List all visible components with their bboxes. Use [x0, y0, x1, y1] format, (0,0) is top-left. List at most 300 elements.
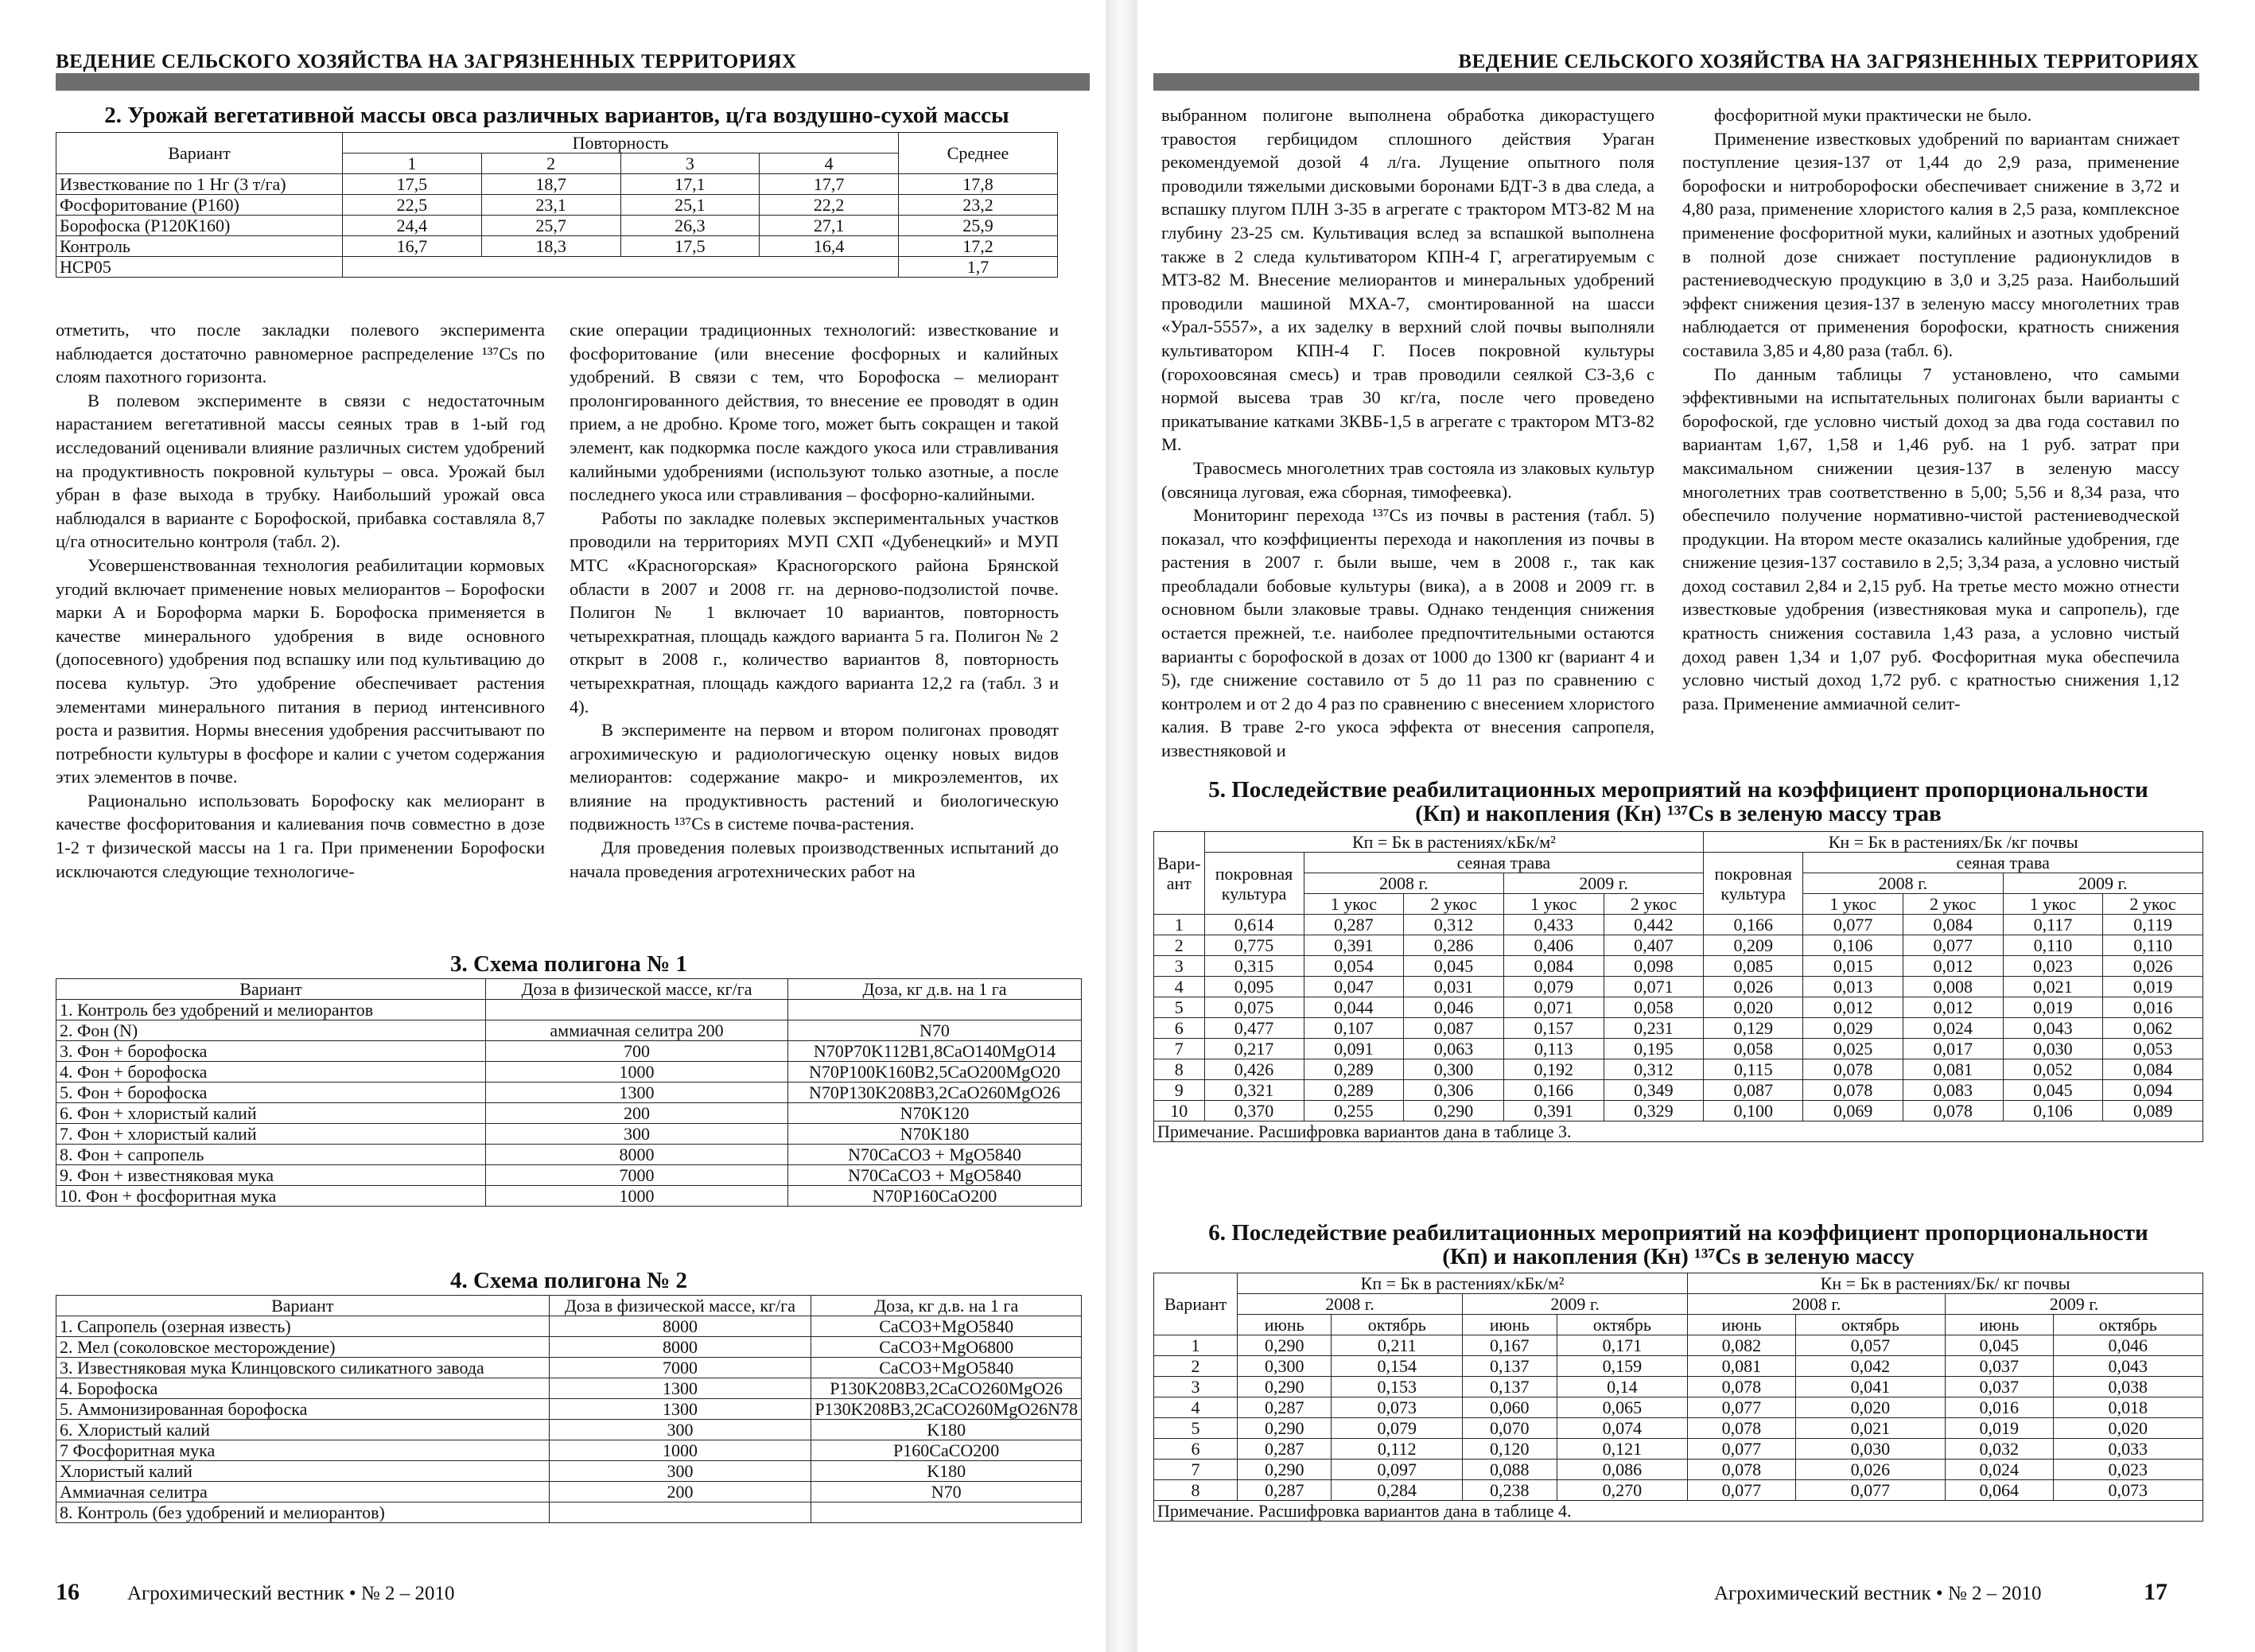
- table4-header: Вариант: [56, 1296, 550, 1316]
- table5-cell: 3: [1154, 956, 1205, 977]
- table3-cell: 8000: [486, 1145, 788, 1165]
- table4-cell: 2. Мел (соколовское месторождение): [56, 1337, 550, 1358]
- table2-header-rep: 4: [760, 154, 899, 174]
- table2-header-rep: 3: [620, 154, 760, 174]
- table3-cell: 4. Фон + борофоска: [56, 1062, 486, 1083]
- table6-header-kp: Кп = Бк в растениях/кБк/м²: [1238, 1273, 1688, 1294]
- left-page: [0, 0, 1106, 1652]
- table6-cell: 0,073: [2053, 1480, 2203, 1501]
- table-row: [56, 1420, 1082, 1440]
- table-row: [56, 1482, 1082, 1502]
- table5-header-variant: Вари-ант: [1154, 832, 1205, 915]
- table5-cell: 0,016: [2103, 997, 2203, 1018]
- table3-header: Доза в физической массе, кг/га: [486, 979, 788, 1000]
- table6-cell: 0,078: [1688, 1460, 1795, 1480]
- table6-cell: 5: [1154, 1418, 1238, 1439]
- table6-cell: 0,046: [2053, 1335, 2203, 1356]
- journal-footer-right: Агрохимический вестник • № 2 – 2010: [1714, 1583, 2042, 1604]
- table2-title: 2. Урожай вегетативной массы овса различных вариантов, ц/га воздушно-сухой массы: [104, 103, 1009, 128]
- table3-cell: 1. Контроль без удобрений и мелиорантов: [56, 1000, 486, 1020]
- table5-cell: 0,089: [2103, 1101, 2203, 1121]
- table-row: [56, 1186, 1082, 1207]
- table4-cell: [549, 1502, 811, 1523]
- table4: [56, 1295, 1082, 1523]
- table4-cell: Аммиачная селитра: [56, 1482, 550, 1502]
- table3-cell: 6. Фон + хлористый калий: [56, 1103, 486, 1124]
- table4-cell: P130K208B3,2CaCO260MgO26: [811, 1378, 1082, 1399]
- table-row: [1154, 1377, 2203, 1397]
- right-text-column-2: [1682, 103, 2179, 715]
- table-row: [1154, 977, 2203, 997]
- table6-cell: 0,023: [2053, 1460, 2203, 1480]
- table5-cell: 0,019: [2003, 997, 2103, 1018]
- table2-cell: 27,1: [760, 216, 899, 236]
- table2-cell: 25,9: [899, 216, 1058, 236]
- table5-cell: 0,012: [1903, 956, 2003, 977]
- table-row: [1154, 1039, 2203, 1059]
- table5-cell: 0,442: [1604, 915, 1704, 935]
- table6-cell: 1: [1154, 1335, 1238, 1356]
- table6-cell: 0,167: [1463, 1335, 1557, 1356]
- table2-variant-cell: Известкование по 1 Нг (3 т/га): [56, 174, 343, 195]
- table6-cell: 0,074: [1557, 1418, 1688, 1439]
- table-row: [56, 1358, 1082, 1378]
- table5-cell: 0,614: [1204, 915, 1304, 935]
- table5-title-line1: 5. Последействие реабилитационных мероприятий на коэффициент пропорциональности: [1208, 777, 2148, 803]
- table4-cell: 8000: [549, 1337, 811, 1358]
- table6-cell: 0,112: [1332, 1439, 1463, 1460]
- table5: [1153, 831, 2203, 1142]
- table2-cell: 17,2: [899, 236, 1058, 257]
- table6-cell: 0,290: [1238, 1335, 1332, 1356]
- table5-cell: 0,026: [2103, 956, 2203, 977]
- table6-cell: 0,045: [1946, 1335, 2053, 1356]
- table-row: [1154, 1018, 2203, 1039]
- table5-cell: 0,083: [1903, 1080, 2003, 1101]
- table5-header-cut: 1 укос: [1803, 894, 1903, 915]
- table5-cell: 0,078: [1903, 1101, 2003, 1121]
- table-row: [1154, 935, 2203, 956]
- table5-cell: 0,026: [1704, 977, 1803, 997]
- table3-cell: аммиачная селитра 200: [486, 1020, 788, 1041]
- table5-title-line2: (Кп) и накопления (Кн) ¹³⁷Cs в зеленую массу трав: [1415, 801, 1942, 826]
- table5-header-sown: сеяная трава: [1304, 853, 1704, 873]
- table6-cell: 0,033: [2053, 1439, 2203, 1460]
- table4-cell: 7000: [549, 1358, 811, 1378]
- table6-cell: 0,078: [1688, 1377, 1795, 1397]
- table5-cell: 0,023: [2003, 956, 2103, 977]
- table5-cell: 0,166: [1704, 915, 1803, 935]
- table5-cell: 0,098: [1604, 956, 1704, 977]
- table5-cell: 0,029: [1803, 1018, 1903, 1039]
- table5-cell: 0,100: [1704, 1101, 1803, 1121]
- table6-note: Примечание. Расшифровка вариантов дана в таблице 4.: [1154, 1501, 2203, 1522]
- table5-cell: 0,195: [1604, 1039, 1704, 1059]
- table5-cell: 0,217: [1204, 1039, 1304, 1059]
- table-row: [56, 1124, 1082, 1145]
- table4-cell: CaCO3+MgO5840: [811, 1358, 1082, 1378]
- table5-cell: 0,013: [1803, 977, 1903, 997]
- table3-cell: 5. Фон + борофоска: [56, 1083, 486, 1103]
- table6-header-year: 2009 г.: [1946, 1294, 2203, 1315]
- table5-cell: 0,255: [1304, 1101, 1404, 1121]
- table-row: [1154, 1080, 2203, 1101]
- table6-cell: 0,159: [1557, 1356, 1688, 1377]
- table-row: [56, 1440, 1082, 1461]
- table6-cell: 0,171: [1557, 1335, 1688, 1356]
- table2-cell: 17,5: [620, 236, 760, 257]
- table6-cell: 0,060: [1463, 1397, 1557, 1418]
- table5-cell: 0,019: [2103, 977, 2203, 997]
- table-row: [56, 1083, 1082, 1103]
- table6-cell: 0,211: [1332, 1335, 1463, 1356]
- table2-cell: 22,2: [760, 195, 899, 216]
- paragraph: Рационально использовать Борофоску как мелиорант в качестве фосфоритования и калиевания почв совместно в дозе 1-2 т физической массы на 1 га. При применении Борофоски исключаются следующие технологиче-: [56, 790, 545, 881]
- book-gutter: [1106, 0, 1137, 1652]
- table-row: [1154, 956, 2203, 977]
- paragraph: Для проведения полевых производственных испытаний до начала проведения агротехнических работ на: [570, 838, 1059, 881]
- table5-cell: 0,306: [1404, 1080, 1504, 1101]
- table-row: [56, 1337, 1082, 1358]
- table3-cell: 1000: [486, 1062, 788, 1083]
- table6-cell: 0,042: [1795, 1356, 1945, 1377]
- paragraph: В эксперименте на первом и втором полигонах проводят агрохимическую и радиологическую оценку новых видов мелиорантов: содержание макро- и микроэлементов, их влияние на продуктивность растений и биологическую подвижность ¹³⁷Cs в системе почва-растения.: [570, 720, 1059, 834]
- table3-cell: 8. Фон + сапропель: [56, 1145, 486, 1165]
- table4-cell: 8. Контроль (без удобрений и мелиорантов): [56, 1502, 550, 1523]
- table6-cell: 0,287: [1238, 1480, 1332, 1501]
- table4-cell: CaCO3+MgO5840: [811, 1316, 1082, 1337]
- table5-cell: 0,312: [1404, 915, 1504, 935]
- paragraph: ские операции традиционных технологий: известкование и фосфоритование (или внесение фосфорных и калийных удобрений. В связи с тем, что Борофоска – мелиорант пролонгированного действия, то внесение ее проводят в один прием, а не дробно. Кроме того, может быть сокращен и такой элемент, как подкормка после каждого укоса или стравливания калийными удобрениями (используют только азотные, а после последнего укоса или стравливания – фосфорно-калийными.: [570, 320, 1059, 505]
- table6-cell: 0,137: [1463, 1377, 1557, 1397]
- paragraph: Работы по закладке полевых экспериментальных участков проводили на территориях МУП СХП «Дубенецкий» и МУП МТС «Красногорская» Красногорского района Брянской области в 2007 и 2008 гг. на дерново-подзолистой почве. Полигон № 1 включает 10 вариантов, повторность четырехкратная, площадь каждого варианта 5 га. Полигон № 2 открыт в 2008 г., количество вариантов 8, повторность четырехкратная, площадь каждого варианта 12,2 га (табл. 3 и 4).: [570, 507, 1059, 717]
- table2-variant-cell: Фосфоритование (Р160): [56, 195, 343, 216]
- table6-cell: 0,238: [1463, 1480, 1557, 1501]
- table5-cell: 0,015: [1803, 956, 1903, 977]
- table4-cell: K180: [811, 1420, 1082, 1440]
- table3-cell: 7000: [486, 1165, 788, 1186]
- table3-cell: 1300: [486, 1083, 788, 1103]
- journal-footer-left: Агрохимический вестник • № 2 – 2010: [127, 1583, 455, 1604]
- table5-cell: 0,477: [1204, 1018, 1304, 1039]
- table6-cell: 0,020: [2053, 1418, 2203, 1439]
- table-row: [56, 1020, 1082, 1041]
- table5-cell: 0,075: [1204, 997, 1304, 1018]
- table4-cell: 300: [549, 1461, 811, 1482]
- table3-cell: N70CaCO3 + MgO5840: [788, 1145, 1082, 1165]
- table6-header-month: июнь: [1463, 1315, 1557, 1335]
- table6-cell: 0,097: [1332, 1460, 1463, 1480]
- table-row: [1154, 1439, 2203, 1460]
- table3-header: Доза, кг д.в. на 1 га: [788, 979, 1082, 1000]
- table4-title: 4. Схема полигона № 2: [449, 1268, 687, 1293]
- table4-cell: 7 Фосфоритная мука: [56, 1440, 550, 1461]
- paragraph: По данным таблицы 7 установлено, что самыми эффективными на испытательных полигонах были варианты с борофоской, где условно чистый доход за два года составил по вариантам 1,67, 1,58 и 1,46 руб. на 1 руб. затрат при максимальном снижении цезия-137 в зеленую массу многолетних трав соответственно в 5,00; 5,56 и 8,34 раза, что обеспечило получение нормативно-чистой растениеводческой продукции. На втором месте оказались калийные удобрения, где снижение цезия-137 составило в 2,5; 3,34 раза, а условно чистый доход составил 2,84 и 2,15 руб. На третье место можно отнести известковые удобрения (известняковая мука и сапропель), где кратность снижения составила 1,43 раза, а условно чистый доход равен 1,34 и 1,07 руб. Фосфоритная мука обеспечила условно чистый доход 1,72 руб. с кратностью снижения 1,12 раза. Применение аммиачной селит-: [1682, 363, 2179, 713]
- table2-cell: 22,5: [343, 195, 482, 216]
- table5-cell: 0,426: [1204, 1059, 1304, 1080]
- table5-cell: 0,110: [2103, 935, 2203, 956]
- table5-cell: 0,084: [1503, 956, 1604, 977]
- table5-header-cut: 2 укос: [2103, 894, 2203, 915]
- table2-cell: 17,1: [620, 174, 760, 195]
- table5-cell: 0,085: [1704, 956, 1803, 977]
- table6-cell: 0,079: [1332, 1418, 1463, 1439]
- table-row: [1154, 1397, 2203, 1418]
- paragraph: Применение известковых удобрений по вариантам снижает поступление цезия-137 от 1,44 до 2,9 раза, применение борофоски и нитроборофоски обеспечивает снижение в 3,72 и 4,80 раза, применение хлористого калия в 2,5 раза, комплексное применение фосфоритной муки, калийных и азотных удобрений в полной дозе снижает поступление радионуклидов в растениеводческую продукцию в 3,0 и 3,25 раза. Наибольший эффект снижения цезия-137 в зеленую массу многолетних трав наблюдается от применения борофоски, кратность снижения составила 3,85 и 4,80 раза (табл. 6).: [1682, 128, 2179, 360]
- table4-header: Доза, кг д.в. на 1 га: [811, 1296, 1082, 1316]
- table5-cell: 0,166: [1503, 1080, 1604, 1101]
- table5-cell: 0,407: [1604, 935, 1704, 956]
- table5-header-cover: покровная культура: [1704, 853, 1803, 915]
- table6-header-year: 2008 г.: [1238, 1294, 1463, 1315]
- table-row: [1154, 1059, 2203, 1080]
- table-row: [56, 1461, 1082, 1482]
- table6-cell: 0,121: [1557, 1439, 1688, 1460]
- table2-hcp-label: НСР05: [56, 257, 343, 278]
- table5-cell: 0,017: [1903, 1039, 2003, 1059]
- table4-cell: P160CaCO200: [811, 1440, 1082, 1461]
- table-row: [56, 1378, 1082, 1399]
- table4-cell: P130K208B3,2CaCO260MgO26N78: [811, 1399, 1082, 1420]
- table4-cell: 200: [549, 1482, 811, 1502]
- table5-cell: 4: [1154, 977, 1205, 997]
- table5-header-year: 2009 г.: [2003, 873, 2203, 894]
- table5-cell: 6: [1154, 1018, 1205, 1039]
- table4-header: Доза в физической массе, кг/га: [549, 1296, 811, 1316]
- table6-header-month: октябрь: [1557, 1315, 1688, 1335]
- table4-cell: 1. Сапропель (озерная известь): [56, 1316, 550, 1337]
- table6-cell: 3: [1154, 1377, 1238, 1397]
- table5-cell: 0,077: [1903, 935, 2003, 956]
- table3-cell: 9. Фон + известняковая мука: [56, 1165, 486, 1186]
- table3-cell: N70P160CaO200: [788, 1186, 1082, 1207]
- table5-cell: 0,081: [1903, 1059, 2003, 1080]
- right-page: [1137, 0, 2255, 1652]
- table5-cell: 0,406: [1503, 935, 1604, 956]
- table5-cell: 0,087: [1704, 1080, 1803, 1101]
- table2-cell: 23,2: [899, 195, 1058, 216]
- table5-cell: 0,290: [1404, 1101, 1504, 1121]
- table5-cell: 0,045: [1404, 956, 1504, 977]
- table3-cell: N70K180: [788, 1124, 1082, 1145]
- table6-cell: 0,284: [1332, 1480, 1463, 1501]
- table6-cell: 0,287: [1238, 1397, 1332, 1418]
- paragraph: отметить, что после закладки полевого эксперимента наблюдается достаточно равномерное распределение ¹³⁷Cs по слоям пахотного горизонта.: [56, 320, 545, 387]
- table5-cell: 0,091: [1304, 1039, 1404, 1059]
- table5-header-year: 2008 г.: [1803, 873, 2003, 894]
- table3-cell: N70P100K160B2,5CaO200MgO20: [788, 1062, 1082, 1083]
- table6-cell: 0,088: [1463, 1460, 1557, 1480]
- table3-cell: N70CaCO3 + MgO5840: [788, 1165, 1082, 1186]
- table5-header-kn: Кн = Бк в растениях/Бк /кг почвы: [1704, 832, 2203, 853]
- table3-cell: 10. Фон + фосфоритная мука: [56, 1186, 486, 1207]
- table-row: [1154, 1460, 2203, 1480]
- table5-cell: 0,021: [2003, 977, 2103, 997]
- table3-cell: N70: [788, 1020, 1082, 1041]
- table6-cell: 0,077: [1688, 1439, 1795, 1460]
- table5-cell: 0,069: [1803, 1101, 1903, 1121]
- table5-cell: 0,012: [1803, 997, 1903, 1018]
- table5-cell: 0,031: [1404, 977, 1504, 997]
- table-row: [56, 1103, 1082, 1124]
- table3-cell: 3. Фон + борофоска: [56, 1041, 486, 1062]
- table5-cell: 0,157: [1503, 1018, 1604, 1039]
- table3-title: 3. Схема полигона № 1: [449, 951, 687, 977]
- table6-cell: 0,038: [2053, 1377, 2203, 1397]
- table6-cell: 0,290: [1238, 1418, 1332, 1439]
- table4-cell: N70: [811, 1482, 1082, 1502]
- table2-header-repeat: Повторность: [343, 133, 899, 154]
- table2-cell: 18,3: [481, 236, 620, 257]
- table5-note: Примечание. Расшифровка вариантов дана в таблице 3.: [1154, 1121, 2203, 1142]
- table5-cell: 0,078: [1803, 1080, 1903, 1101]
- table5-cell: 0,119: [2103, 915, 2203, 935]
- table6-cell: 0,016: [1946, 1397, 2053, 1418]
- running-head-left: ВЕДЕНИЕ СЕЛЬСКОГО ХОЗЯЙСТВА НА ЗАГРЯЗНЕННЫХ ТЕРРИТОРИЯХ: [56, 51, 797, 72]
- table5-cell: 0,084: [1903, 915, 2003, 935]
- table5-cell: 0,053: [2103, 1039, 2203, 1059]
- table6-cell: 0,077: [1688, 1397, 1795, 1418]
- table5-cell: 1: [1154, 915, 1205, 935]
- left-text-column-2: [570, 318, 1059, 883]
- table2-cell: 23,1: [481, 195, 620, 216]
- table5-cell: 0,329: [1604, 1101, 1704, 1121]
- table-row: [56, 174, 1058, 195]
- table3-cell: N70P70K112B1,8CaO140MgO14: [788, 1041, 1082, 1062]
- table6-cell: 0,032: [1946, 1439, 2053, 1460]
- table6-cell: 0,120: [1463, 1439, 1557, 1460]
- table6-header-year: 2009 г.: [1463, 1294, 1688, 1315]
- table5-cell: 0,289: [1304, 1059, 1404, 1080]
- table6-cell: 0,077: [1795, 1480, 1945, 1501]
- table5-cell: 0,106: [1803, 935, 1903, 956]
- table5-header-cut: 2 укос: [1404, 894, 1504, 915]
- table-row: [56, 1145, 1082, 1165]
- table5-header-cut: 1 укос: [1304, 894, 1404, 915]
- table6-cell: 0,077: [1688, 1480, 1795, 1501]
- left-text-column-1: [56, 318, 545, 883]
- page-number-right: 17: [2144, 1579, 2168, 1605]
- table4-cell: 4. Борофоска: [56, 1378, 550, 1399]
- table5-cell: 0,008: [1903, 977, 2003, 997]
- table6-cell: 0,287: [1238, 1439, 1332, 1460]
- table2-header-mean: Среднее: [899, 133, 1058, 174]
- table6-cell: 0,030: [1795, 1439, 1945, 1460]
- table3: [56, 978, 1082, 1207]
- table6-cell: 4: [1154, 1397, 1238, 1418]
- table4-cell: 1000: [549, 1440, 811, 1461]
- paragraph: фосфоритной муки практически не было.: [1714, 105, 2032, 125]
- table5-cell: 0,106: [2003, 1101, 2103, 1121]
- table-row: [56, 1316, 1082, 1337]
- table5-cell: 9: [1154, 1080, 1205, 1101]
- table5-cell: 0,030: [2003, 1039, 2103, 1059]
- table5-cell: 0,110: [2003, 935, 2103, 956]
- table6-header-variant: Вариант: [1154, 1273, 1238, 1335]
- table5-cell: 10: [1154, 1101, 1205, 1121]
- table6-cell: 0,154: [1332, 1356, 1463, 1377]
- running-head-right: ВЕДЕНИЕ СЕЛЬСКОГО ХОЗЯЙСТВА НА ЗАГРЯЗНЕННЫХ ТЕРРИТОРИЯХ: [1458, 51, 2199, 72]
- table6-cell: 0,037: [1946, 1356, 2053, 1377]
- table2-header-variant: Вариант: [56, 133, 343, 174]
- table5-header-cut: 1 укос: [2003, 894, 2103, 915]
- table6-title: [1153, 1221, 2203, 1269]
- table6-cell: 0,043: [2053, 1356, 2203, 1377]
- table5-cell: 0,058: [1604, 997, 1704, 1018]
- table5-cell: 0,231: [1604, 1018, 1704, 1039]
- table-row: [1154, 1480, 2203, 1501]
- table3-header: Вариант: [56, 979, 486, 1000]
- table6-header-month: июнь: [1688, 1315, 1795, 1335]
- table5-header-cover: покровная культура: [1204, 853, 1304, 915]
- table6-cell: 0,081: [1688, 1356, 1795, 1377]
- table5-cell: 0,045: [2003, 1080, 2103, 1101]
- table5-cell: 0,370: [1204, 1101, 1304, 1121]
- table5-cell: 0,094: [2103, 1080, 2203, 1101]
- paragraph: Травосмесь многолетних трав состояла из злаковых культур (овсяница луговая, ежа сборная, тимофеевка).: [1161, 457, 1654, 502]
- table5-cell: 0,063: [1404, 1039, 1504, 1059]
- table5-cell: 0,433: [1503, 915, 1604, 935]
- table5-cell: 0,312: [1604, 1059, 1704, 1080]
- table2-variant-cell: Борофоска (Р120К160): [56, 216, 343, 236]
- table4-cell: [811, 1502, 1082, 1523]
- table5-cell: 0,289: [1304, 1080, 1404, 1101]
- paragraph: выбранном полигоне выполнена обработка дикорастущего травостоя гербицидом сплошного действия Ураган рекомендуемой дозой 4 л/га. Лущение опытного поля проводили тяжелыми дисковыми боронами БДТ-3 в два следа, а вспашку плугом ПЛН 3-35 в агрегате с трактором МТЗ-82 М на глубину 23-25 см. Культивация вслед за вспашкой выполнена также в 2 следа культиватором КПН-4 Г, агрегатируемым с МТЗ-82 М. Внесение мелиорантов и минеральных удобрений проводили машиной МХА-7, смонтированной на шасси «Урал-5557», а их заделку в верхний слой почвы выполняли культиватором КПН-4 Г. Посев покровной культуры (горохоовсяная смесь) и трав проводили сеялкой СЗ-3,6 с нормой высева трав 30 кг/га, после чего проведено прикатывание катками 3КВБ-1,5 в агрегате с трактором МТЗ-82 М.: [1161, 105, 1654, 455]
- table6-cell: 0,037: [1946, 1377, 2053, 1397]
- table5-cell: 8: [1154, 1059, 1205, 1080]
- table2-cell: 17,5: [343, 174, 482, 195]
- table6-cell: 0,086: [1557, 1460, 1688, 1480]
- table5-cell: 0,192: [1503, 1059, 1604, 1080]
- table5-cell: 0,115: [1704, 1059, 1803, 1080]
- table5-cell: 0,391: [1503, 1101, 1604, 1121]
- table6-cell: 0,018: [2053, 1397, 2203, 1418]
- table-row: [56, 257, 1058, 278]
- table-row: [1154, 1335, 2203, 1356]
- table4-cell: 8000: [549, 1316, 811, 1337]
- table5-cell: 2: [1154, 935, 1205, 956]
- table6-cell: 0,290: [1238, 1460, 1332, 1480]
- table2-header-rep: 1: [343, 154, 482, 174]
- table5-header-sown: сеяная трава: [1803, 853, 2203, 873]
- table5-header-cut: 1 укос: [1503, 894, 1604, 915]
- table6-cell: 0,078: [1688, 1418, 1795, 1439]
- table5-cell: 0,024: [1903, 1018, 2003, 1039]
- table6-header-month: октябрь: [1795, 1315, 1945, 1335]
- table6-cell: 0,073: [1332, 1397, 1463, 1418]
- table5-header-kp: Кп = Бк в растениях/кБк/м²: [1204, 832, 1704, 853]
- table5-cell: 0,043: [2003, 1018, 2103, 1039]
- table5-cell: 0,012: [1903, 997, 2003, 1018]
- table6-cell: 0,153: [1332, 1377, 1463, 1397]
- table5-cell: 0,300: [1404, 1059, 1504, 1080]
- table6-cell: 0,065: [1557, 1397, 1688, 1418]
- table6-cell: 0,057: [1795, 1335, 1945, 1356]
- table5-cell: 0,391: [1304, 935, 1404, 956]
- table2-variant-cell: Контроль: [56, 236, 343, 257]
- table2-cell: 18,7: [481, 174, 620, 195]
- table5-cell: 0,321: [1204, 1080, 1304, 1101]
- table5-cell: 0,087: [1404, 1018, 1504, 1039]
- table3-cell: [788, 1000, 1082, 1020]
- table3-cell: 7. Фон + хлористый калий: [56, 1124, 486, 1145]
- table2-hcp-value: 1,7: [899, 257, 1058, 278]
- table6-cell: 0,300: [1238, 1356, 1332, 1377]
- table4-cell: K180: [811, 1461, 1082, 1482]
- table5-cell: 0,209: [1704, 935, 1803, 956]
- table5-cell: 0,129: [1704, 1018, 1803, 1039]
- table-row: [56, 1165, 1082, 1186]
